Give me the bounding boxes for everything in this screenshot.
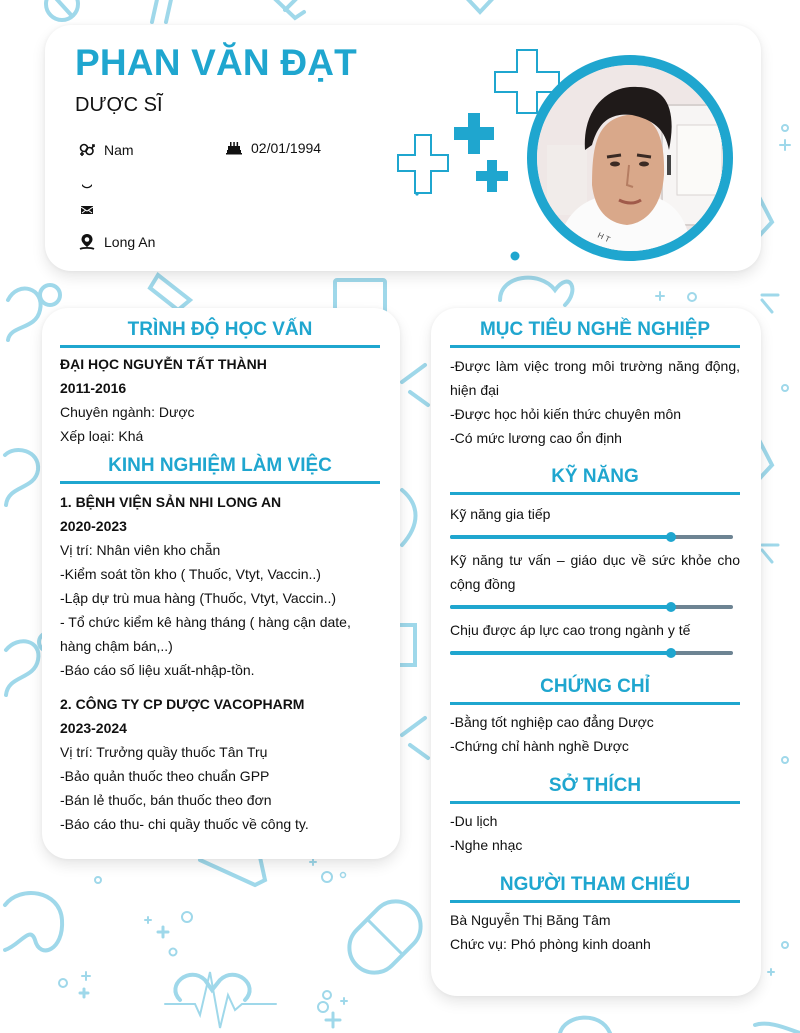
envelope-icon — [78, 201, 96, 219]
birthdate-field — [225, 139, 321, 157]
objective-item: -Được học hỏi kiến thức chuyên môn — [450, 406, 682, 422]
section-heading: CHỨNG CHỈ — [540, 676, 650, 697]
skill-level-knob — [666, 532, 676, 542]
portrait-illustration — [537, 65, 723, 251]
stethoscope-icon — [6, 641, 38, 695]
job-duty: -Lập dự trù mua hàng (Thuốc, Vtyt, Vaccin..) — [60, 590, 337, 606]
profile-header-card — [45, 25, 761, 271]
hobby-item: -Du lịch — [450, 813, 498, 829]
job-title: DƯỢC SĨ — [75, 94, 163, 116]
section-divider — [450, 492, 740, 495]
job-duty: -Kiểm soát tồn kho ( Thuốc, Vtyt, Vaccin..) — [60, 566, 321, 582]
gender-value: Nam — [104, 142, 134, 158]
skills-section — [450, 466, 740, 655]
skill-item — [450, 618, 740, 655]
address-field — [78, 233, 155, 251]
svg-text:H T: H T — [596, 230, 612, 245]
bandage-icon — [272, 0, 304, 18]
tube-icon — [152, 0, 172, 22]
job-duty: - Tổ chức kiểm kê hàng tháng ( hàng cận date, hàng chậm bán,..) — [60, 614, 351, 654]
section-divider — [60, 481, 380, 484]
job-entry — [60, 692, 380, 836]
section-divider — [450, 801, 740, 804]
skill-level-bar — [450, 651, 733, 655]
hobbies-section — [450, 775, 740, 857]
stethoscope-icon — [8, 289, 41, 340]
hobby-item: -Nghe nhạc — [450, 837, 523, 853]
candidate-name: PHAN VĂN ĐẠT — [75, 42, 357, 83]
certificate-item: -Bằng tốt nghiệp cao đẳng Dược — [450, 714, 654, 730]
job-duty: -Báo cáo thu- chi quầy thuốc về công ty. — [60, 816, 309, 832]
job-years: 2020-2023 — [60, 518, 127, 534]
capsule-icon — [339, 891, 431, 983]
phone-field — [78, 177, 104, 195]
job-years: 2023-2024 — [60, 720, 127, 736]
certificate-item: -Chứng chỉ hành nghề Dược — [450, 738, 629, 754]
section-divider — [450, 900, 740, 903]
section-divider — [60, 345, 380, 348]
job-duty: -Bảo quản thuốc theo chuẩn GPP — [60, 768, 270, 784]
birthday-cake-icon — [225, 139, 243, 157]
skill-label: Kỹ năng gia tiếp — [450, 506, 551, 522]
profile-photo — [537, 65, 723, 251]
job-company: 2. CÔNG TY CP DƯỢC VACOPHARM — [60, 696, 305, 712]
job-entry — [60, 490, 380, 682]
map-pin-icon — [78, 233, 96, 251]
objective-item: -Được làm việc trong môi trường năng động, hiện đại — [450, 358, 740, 398]
profile-photo-frame — [527, 55, 733, 261]
left-column-card — [42, 308, 400, 859]
education-section — [60, 319, 380, 448]
section-heading: MỤC TIÊU NGHỀ NGHIỆP — [479, 319, 711, 340]
education-major: Chuyên ngành: Dược — [60, 404, 195, 420]
stethoscope-icon — [5, 893, 62, 950]
section-heading: KINH NGHIỆM LÀM VIỆC — [108, 455, 332, 476]
section-heading: TRÌNH ĐỘ HỌC VẤN — [127, 319, 313, 340]
email-field — [78, 201, 104, 219]
job-company: 1. BỆNH VIỆN SẢN NHI LONG AN — [60, 494, 282, 510]
address-value: Long An — [104, 234, 156, 250]
education-years: 2011-2016 — [60, 380, 127, 396]
pill-icon — [150, 275, 190, 310]
heart-icon — [465, 0, 495, 12]
references-section — [450, 874, 740, 956]
job-position: Vị trí: Trưởng quầy thuốc Tân Trụ — [60, 744, 268, 760]
skill-label: Kỹ năng tư vấn – giáo dục về sức khỏe cho cộng đồng — [450, 552, 740, 592]
job-duty: -Báo cáo số liệu xuất-nhập-tồn. — [60, 662, 255, 678]
skill-level-knob — [666, 648, 676, 658]
section-heading: KỸ NĂNG — [551, 466, 639, 487]
reference-position: Chức vụ: Phó phòng kinh doanh — [450, 936, 651, 952]
job-duty: -Bán lẻ thuốc, bán thuốc theo đơn — [60, 792, 272, 808]
objective-item: -Có mức lương cao ổn định — [450, 430, 622, 446]
skill-label: Chịu được áp lực cao trong ngành y tế — [450, 622, 691, 638]
experience-section — [60, 455, 380, 836]
skill-level-bar — [450, 535, 733, 539]
education-grade: Xếp loại: Khá — [60, 428, 144, 444]
phone-icon — [78, 177, 96, 195]
section-divider — [450, 345, 740, 348]
certificates-section — [450, 676, 740, 758]
gender-icon — [78, 141, 96, 159]
objective-section — [450, 319, 740, 450]
skill-level-knob — [666, 602, 676, 612]
section-heading: SỞ THÍCH — [548, 775, 642, 796]
right-column-card — [431, 308, 761, 996]
birthdate-value: 02/01/1994 — [251, 140, 322, 156]
skill-level-bar — [450, 605, 733, 609]
stethoscope-icon — [5, 450, 38, 505]
school-name: ĐẠI HỌC NGUYỄN TẤT THÀNH — [60, 356, 267, 372]
section-divider — [450, 702, 740, 705]
pill-icon-line — [52, 0, 72, 16]
job-position: Vị trí: Nhân viên kho chẵn — [60, 542, 221, 558]
gender-field — [78, 141, 134, 159]
heart-icon — [500, 278, 572, 305]
skill-item — [450, 548, 740, 609]
skill-item — [450, 502, 740, 539]
reference-name: Bà Nguyễn Thị Băng Tâm — [450, 912, 611, 928]
section-heading: NGƯỜI THAM CHIẾU — [499, 874, 691, 895]
